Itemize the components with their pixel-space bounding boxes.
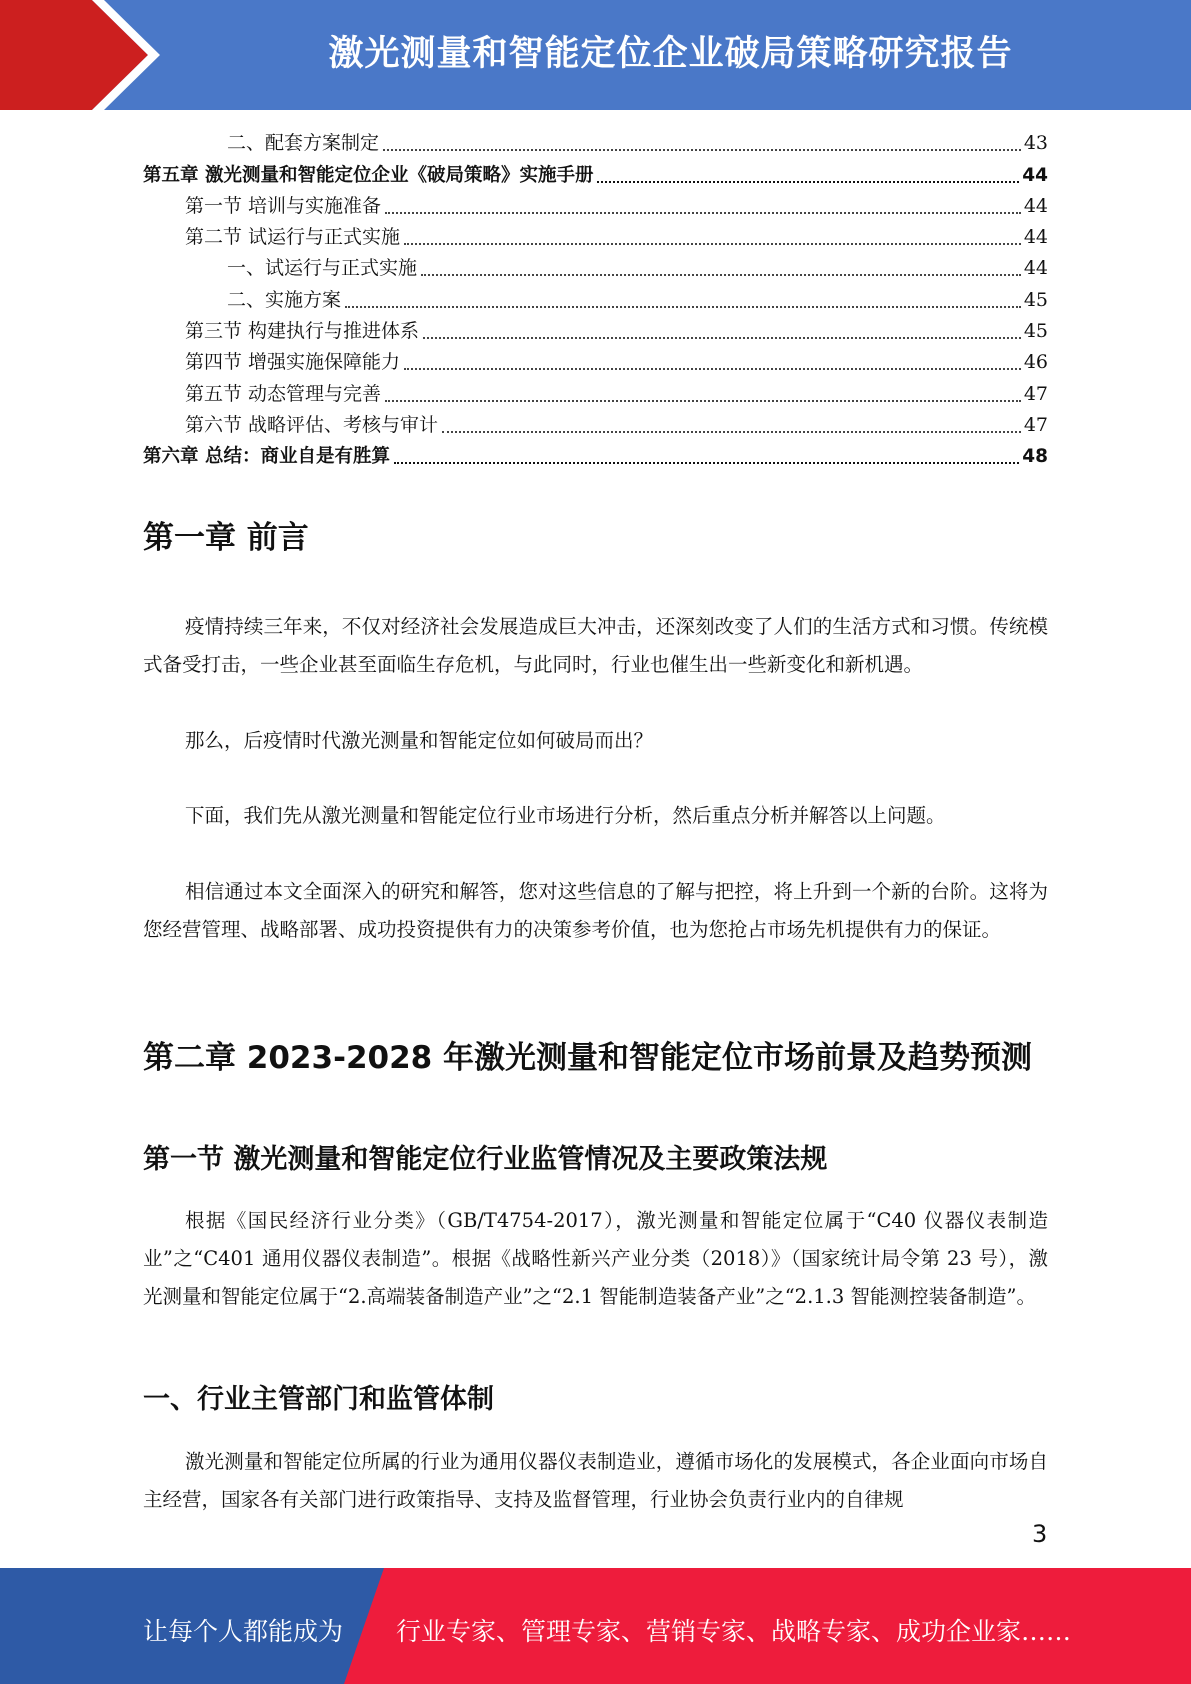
toc-entry-title: 第六章 总结：商业自是有胜算 bbox=[143, 446, 390, 468]
toc-entry-page: 46 bbox=[1023, 351, 1048, 374]
toc-leader-dots bbox=[394, 462, 1019, 464]
toc-entry-page: 47 bbox=[1023, 413, 1048, 436]
chapter-1-heading: 第一章 前言 bbox=[143, 520, 309, 556]
toc-entry[interactable] bbox=[143, 378, 1048, 409]
toc-entry[interactable] bbox=[143, 441, 1048, 472]
toc-entry-page: 44 bbox=[1023, 226, 1048, 249]
toc-leader-dots bbox=[404, 243, 1021, 245]
toc-entry[interactable] bbox=[143, 284, 1048, 315]
toc-leader-dots bbox=[597, 181, 1019, 183]
section-1-paragraph: 根据《国民经济行业分类》（GB/T4754-2017），激光测量和智能定位属于“C40 仪器仪表制造业”之“C401 通用仪器仪表制造”。根据《战略性新兴产业分类（2018）》（国家统计局令第 23 号），激光测量和智能定位属于“2.高端装备制造产业”之“2.1 智能制造装备产业”之“2.1.3 智能测控装备制造”。 bbox=[143, 1209, 1048, 1308]
toc-entry-title: 二、配套方案制定 bbox=[227, 132, 380, 155]
toc-entry[interactable] bbox=[143, 253, 1048, 284]
toc-entry-page: 45 bbox=[1023, 288, 1048, 311]
toc-entry-page: 44 bbox=[1022, 164, 1048, 186]
chapter-1-paragraph-3: 下面，我们先从激光测量和智能定位行业市场进行分析，然后重点分析并解答以上问题。 bbox=[185, 804, 946, 827]
toc-entry-page: 48 bbox=[1022, 446, 1048, 468]
toc-entry-page: 47 bbox=[1023, 382, 1048, 405]
page-footer bbox=[0, 1568, 1191, 1684]
toc-entry[interactable] bbox=[143, 410, 1048, 441]
page-header bbox=[0, 0, 1191, 110]
chapter-1-paragraph-2: 那么，后疫情时代激光测量和智能定位如何破局而出？ bbox=[185, 729, 654, 752]
section-1-heading: 第一节 激光测量和智能定位行业监管情况及主要政策法规 bbox=[143, 1144, 828, 1175]
toc-entry-title: 二、实施方案 bbox=[227, 288, 342, 311]
toc-entry-page: 44 bbox=[1023, 194, 1048, 217]
chapter-1-paragraph-4: 相信通过本文全面深入的研究和解答，您对这些信息的了解与把控，将上升到一个新的台阶。这将为您经营管理、战略部署、成功投资提供有力的决策参考价值，也为您抢占市场先机提供有力的保证。 bbox=[143, 880, 1048, 941]
toc-entry-title: 第五章 激光测量和智能定位企业《破局策略》实施手册 bbox=[143, 164, 594, 186]
report-title: 激光测量和智能定位企业破局策略研究报告 bbox=[328, 34, 1013, 74]
toc-leader-dots bbox=[385, 212, 1021, 214]
chapter-2-heading: 第二章 2023-2028 年激光测量和智能定位市场前景及趋势预测 bbox=[143, 1040, 1033, 1076]
toc-entry-page: 43 bbox=[1023, 132, 1048, 155]
toc-entry[interactable] bbox=[143, 159, 1048, 190]
toc-entry-title: 第二节 试运行与正式实施 bbox=[185, 226, 401, 249]
toc-entry-title: 第一节 培训与实施准备 bbox=[185, 194, 382, 217]
footer-slogan-left: 让每个人都能成为 bbox=[143, 1617, 344, 1646]
toc-leader-dots bbox=[404, 368, 1021, 370]
toc-entry-title: 第四节 增强实施保障能力 bbox=[185, 351, 401, 374]
subsection-1-heading: 一、行业主管部门和监管体制 bbox=[143, 1384, 494, 1415]
toc-entry[interactable] bbox=[143, 316, 1048, 347]
footer-slogan-right: 行业专家、管理专家、营销专家、战略专家、成功企业家…… bbox=[396, 1617, 1072, 1646]
toc-entry-title: 第五节 动态管理与完善 bbox=[185, 382, 382, 405]
page-number: 3 bbox=[1032, 1520, 1048, 1548]
toc-entry-page: 45 bbox=[1023, 320, 1048, 343]
toc-leader-dots bbox=[345, 306, 1021, 308]
toc-entry-title: 一、试运行与正式实施 bbox=[227, 257, 418, 280]
toc-entry-page: 44 bbox=[1023, 257, 1048, 280]
table-of-contents bbox=[143, 128, 1048, 472]
toc-leader-dots bbox=[421, 274, 1021, 276]
toc-leader-dots bbox=[442, 431, 1021, 433]
toc-entry-title: 第三节 构建执行与推进体系 bbox=[185, 320, 420, 343]
toc-entry[interactable] bbox=[143, 222, 1048, 253]
chapter-1-paragraph-1: 疫情持续三年来，不仅对经济社会发展造成巨大冲击，还深刻改变了人们的生活方式和习惯。传统模式备受打击，一些企业甚至面临生存危机，与此同时，行业也催生出一些新变化和新机遇。 bbox=[143, 615, 1048, 676]
subsection-1-paragraph: 激光测量和智能定位所属的行业为通用仪器仪表制造业，遵循市场化的发展模式，各企业面向市场自主经营，国家各有关部门进行政策指导、支持及监督管理，行业协会负责行业内的自律规 bbox=[143, 1450, 1048, 1511]
toc-entry[interactable] bbox=[143, 347, 1048, 378]
toc-entry[interactable] bbox=[143, 191, 1048, 222]
toc-entry-title: 第六节 战略评估、考核与审计 bbox=[185, 413, 439, 436]
toc-leader-dots bbox=[423, 337, 1021, 339]
toc-leader-dots bbox=[385, 400, 1021, 402]
toc-leader-dots bbox=[383, 149, 1021, 151]
toc-entry[interactable] bbox=[143, 128, 1048, 159]
